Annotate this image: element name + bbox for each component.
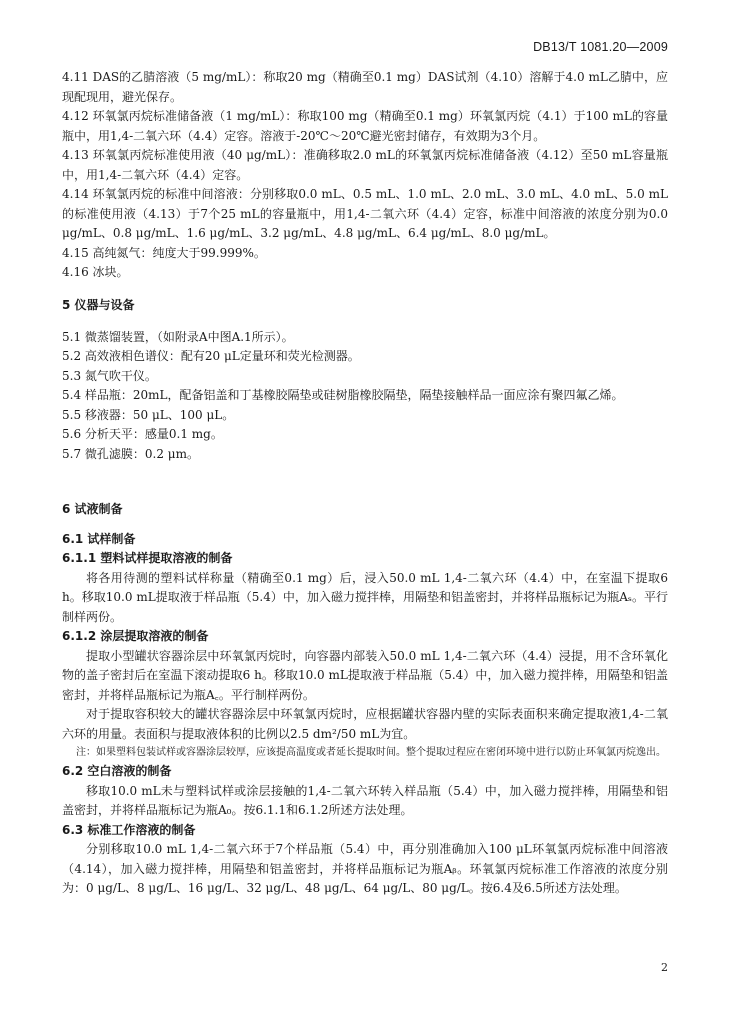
doc-code-header: DB13/T 1081.20—2009: [533, 40, 668, 54]
paragraph-6-1-2-a: 提取小型罐状容器涂层中环氧氯丙烷时，向容器内部装入50.0 mL 1,4-二氧六环（4.4）浸提，用不含环氧化物的盖子密封后在室温下滚动提取6 h。移取10.0 mL提取液于样品瓶（5.4）中，加入磁力搅拌棒，用隔垫和铝盖密封，并将样品瓶标记为瓶A꜀。平行制样两份。: [62, 648, 668, 702]
item-5-6: 5.6 分析天平：感量0.1 mg。: [62, 427, 223, 441]
item-4-11: 4.11 DAS的乙腈溶液（5 mg/mL）：称取20 mg（精确至0.1 mg）DAS试剂（4.10）溶解于4.0 mL乙腈中，应现配现用，避光保存。: [62, 70, 668, 104]
item-5-5: 5.5 移液器：50 μL、100 μL。: [62, 407, 235, 422]
paragraph-6-2: 移取10.0 mL未与塑料试样或涂层接触的1,4-二氧六环转入样品瓶（5.4）中，加入磁力搅拌棒，用隔垫和铝盖密封，并将样品瓶标记为瓶A₀。按6.1.1和6.1.2所述方法处理。: [62, 783, 668, 817]
heading-6-1-1: 6.1.1 塑料试样提取溶液的制备: [62, 551, 233, 565]
paragraph-6-1-1: 将各用待测的塑料试样称量（精确至0.1 mg）后，浸入50.0 mL 1,4-二氧六环（4.4）中，在室温下提取6 h。移取10.0 mL提取液于样品瓶（5.4）中，加入磁力搅拌棒，用隔垫和铝盖密封，并将样品瓶标记为瓶Aₛ。平行制样两份。: [62, 570, 668, 624]
section-5-title: 5 仪器与设备: [62, 298, 135, 312]
section-6: [62, 500, 668, 899]
section-6-title: 6 试液制备: [62, 502, 123, 516]
heading-6-3: 6.3 标准工作溶液的制备: [62, 822, 196, 837]
section-5: [62, 296, 668, 464]
item-4-13: 4.13 环氧氯丙烷标准使用液（40 μg/mL）：准确移取2.0 mL的环氧氯丙烷标准储备液（4.12）至50 mL容量瓶中，用1,4-二氧六环（4.4）定容。: [62, 148, 668, 182]
item-5-7: 5.7 微孔滤膜：0.2 μm。: [62, 446, 199, 461]
item-5-4: 5.4 样品瓶：20mL，配备铝盖和丁基橡胶隔垫或硅树脂橡胶隔垫，隔垫接触样品一面应涂有聚四氟乙烯。: [62, 388, 624, 402]
page-number: 2: [661, 961, 668, 974]
heading-6-2: 6.2 空白溶液的制备: [62, 764, 172, 778]
item-5-1: 5.1 微蒸馏装置，（如附录A中图A.1所示）。: [62, 329, 294, 344]
item-4-14: 4.14 环氧氯丙烷的标准中间溶液：分别移取0.0 mL、0.5 mL、1.0 mL、2.0 mL、3.0 mL、4.0 mL、5.0 mL的标准使用液（4.13）于7个25 mL的容量瓶中，用1,4-二氧六环（4.4）定容，标准中间溶液的浓度分别为0.0 μg/mL、0.8 μg/mL、1.6 μg/mL、3.2 μg/mL、4.8 μg/mL、6.4 μg/mL、8.0 μg/mL。: [62, 187, 668, 240]
paragraph-6-1-2-b: 对于提取容积较大的罐状容器涂层中环氧氯丙烷时，应根据罐状容器内壁的实际表面积来确定提取液1,4-二氧六环的用量。表面积与提取液体积的比例以2.5 dm²/50 mL为宜。: [62, 707, 668, 741]
heading-6-1-2: 6.1.2 涂层提取溶液的制备: [62, 629, 209, 643]
item-5-3: 5.3 氮气吹干仪。: [62, 368, 157, 383]
item-4-16: 4.16 冰块。: [62, 265, 129, 279]
note: 注：如果塑料包装试样或容器涂层较厚，应该提高温度或者延长提取时间。整个提取过程应在密闭环境中进行以防止环氧氯丙烷逸出。: [76, 747, 666, 758]
item-5-2: 5.2 高效液相色谱仪：配有20 μL定量环和荧光检测器。: [62, 349, 360, 363]
heading-6-1: 6.1 试样制备: [62, 531, 136, 546]
section-4-items: [62, 68, 668, 283]
item-4-12: 4.12 环氧氯丙烷标准储备液（1 mg/mL）：称取100 mg（精确至0.1 mg）环氧氯丙烷（4.1）于100 mL的容量瓶中，用1,4-二氧六环（4.4）定容。溶液于-20℃～20℃避光密封储存，有效期为3个月。: [62, 109, 668, 143]
paragraph-6-3: 分别移取10.0 mL 1,4-二氧六环于7个样品瓶（5.4）中，再分别准确加入100 μL环氧氯丙烷标准中间溶液（4.14），加入磁力搅拌棒，用隔垫和铝盖密封，并将样品瓶标记为瓶Aᵦ。环氧氯丙烷标准工作溶液的浓度分别为：0 μg/L、8 μg/L、16 μg/L、32 μg/L、48 μg/L、64 μg/L、80 μg/L。按6.4及6.5所述方法处理。: [62, 842, 668, 895]
item-4-15: 4.15 高纯氮气：纯度大于99.999%。: [62, 245, 266, 260]
